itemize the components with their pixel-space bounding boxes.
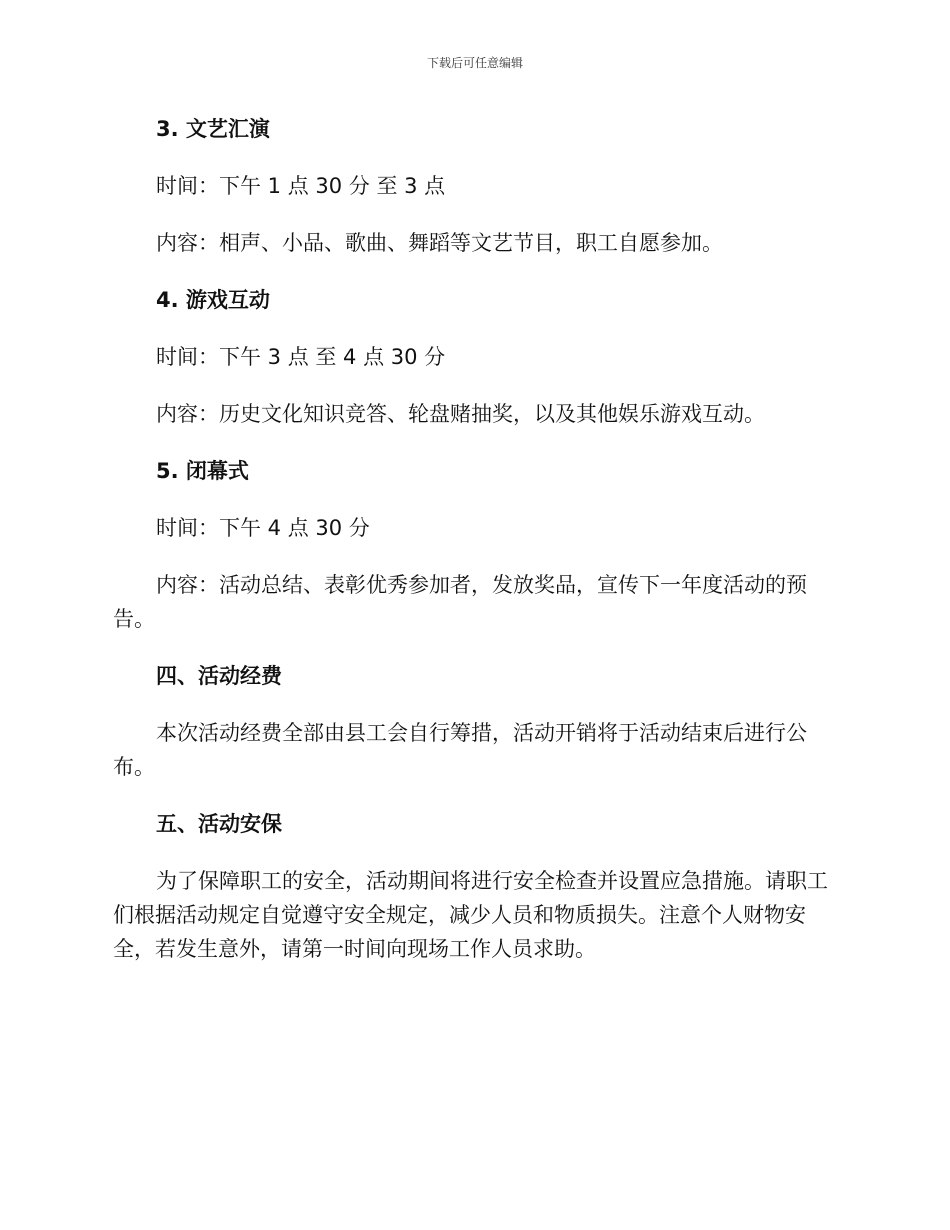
section-time-games: 时间：下午 3 点 至 4 点 30 分 (156, 345, 446, 369)
page-header: 下载后可任意编辑 (426, 56, 523, 70)
section-content-performance: 内容：相声、小品、歌曲、舞蹈等文艺节目，职工自愿参加。 (156, 231, 723, 255)
section-heading-closing: 5. 闭幕式 (156, 459, 249, 483)
section-time-closing: 时间：下午 4 点 30 分 (156, 516, 370, 540)
section-heading-security: 五、活动安保 (156, 812, 282, 836)
section-heading-funding: 四、活动经费 (156, 664, 282, 688)
section-heading-games: 4. 游戏互动 (156, 288, 270, 312)
section-body-funding: 本次活动经费全部由县工会自行筹措，活动开销将于活动结束后进行公布。 (113, 721, 807, 779)
section-content-games: 内容：历史文化知识竞答、轮盘赌抽奖，以及其他娱乐游戏互动。 (156, 402, 765, 426)
section-time-performance: 时间：下午 1 点 30 分 至 3 点 (156, 174, 446, 198)
document-body (113, 112, 833, 966)
section-body-security: 为了保障职工的安全，活动期间将进行安全检查并设置应急措施。请职工们根据活动规定自觉遵守安全规定，减少人员和物质损失。注意个人财物安全，若发生意外，请第一时间向现场工作人员求助。 (113, 869, 828, 961)
section-heading-performance: 3. 文艺汇演 (156, 117, 270, 141)
section-content-closing: 内容：活动总结、表彰优秀参加者，发放奖品，宣传下一年度活动的预告。 (113, 573, 807, 631)
